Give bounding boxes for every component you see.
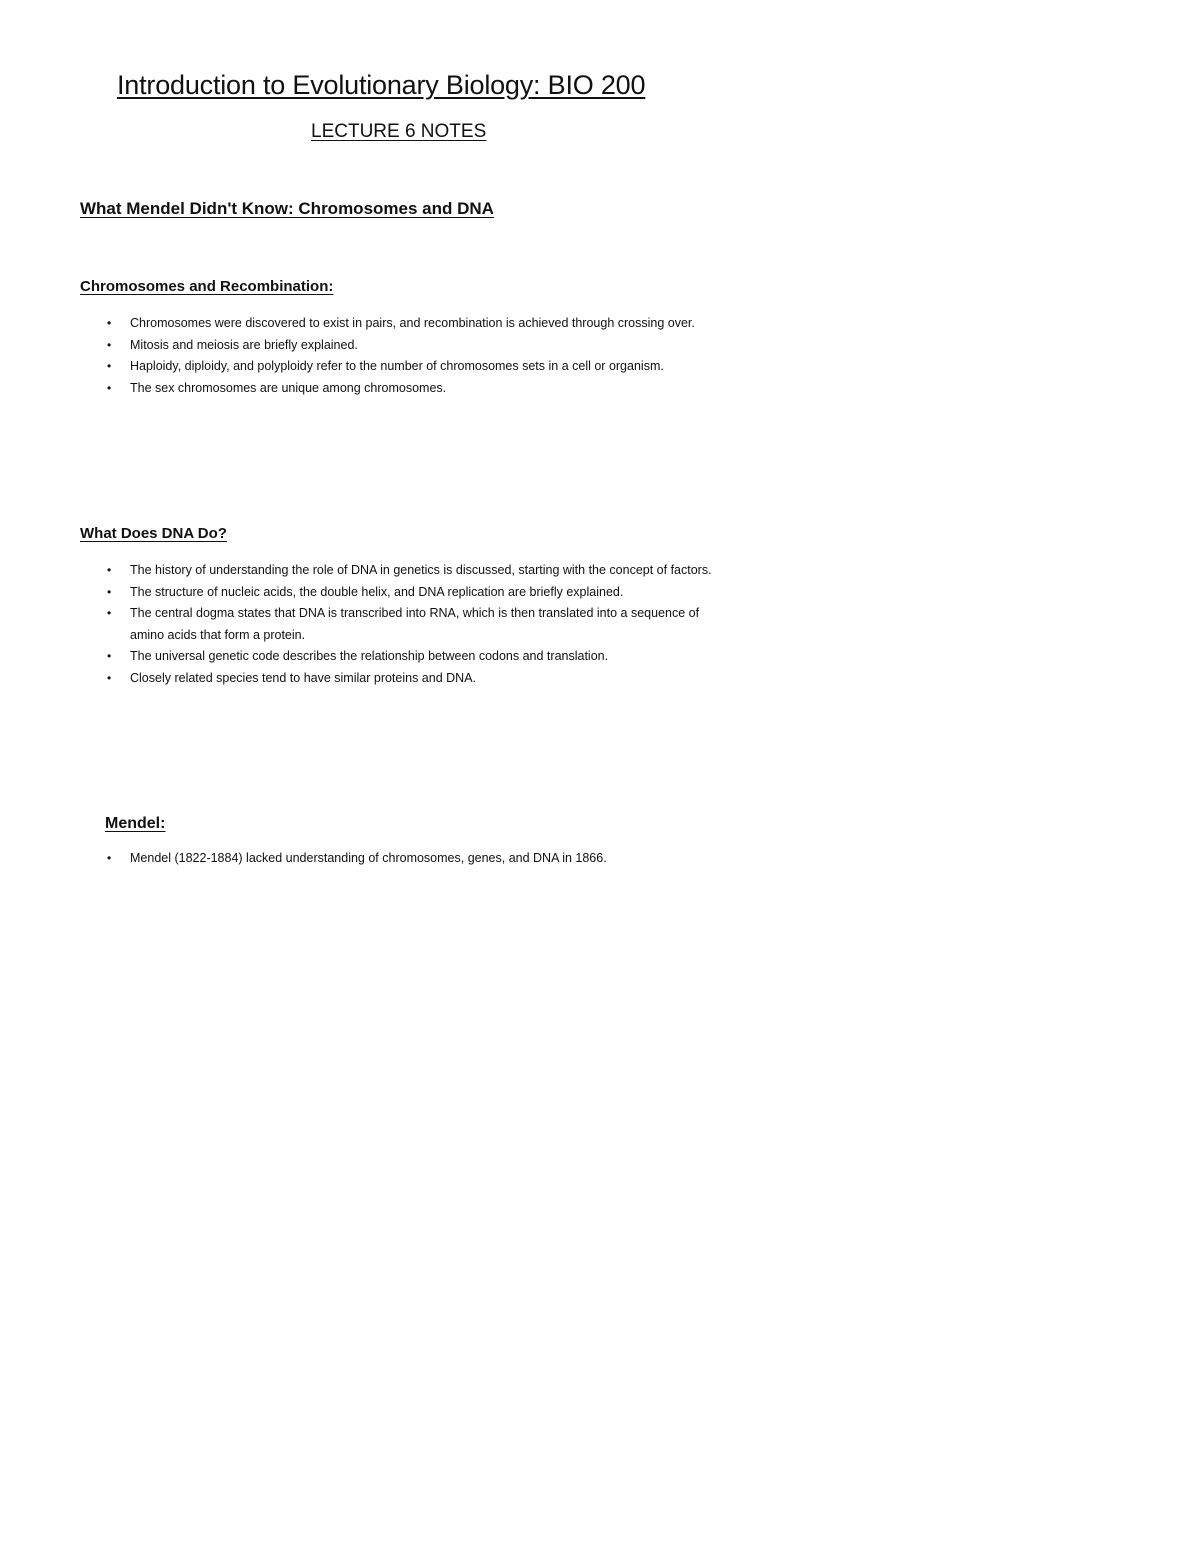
bullet-icon: • (107, 359, 112, 373)
bullet-icon: • (107, 670, 112, 685)
list-item-text: The structure of nucleic acids, the double helix, and DNA replication are briefly explained. (130, 584, 624, 599)
list-item (105, 335, 730, 357)
list-item (105, 646, 730, 668)
list-item-text: The universal genetic code describes the relationship between codons and translation. (130, 649, 609, 663)
list-item (105, 582, 730, 604)
bullet-icon: • (107, 584, 112, 599)
list-item (105, 560, 730, 582)
bullet-icon: • (107, 337, 112, 352)
main-heading: What Mendel Didn't Know: Chromosomes and DNA (80, 199, 494, 218)
list-item-text: Mitosis and meiosis are briefly explained. (130, 337, 358, 352)
bullet-list-dna (105, 560, 730, 689)
list-item (105, 378, 730, 400)
list-item (105, 356, 730, 378)
list-item-text: The history of understanding the role of DNA in genetics is discussed, starting with the concept of factors. (130, 563, 712, 577)
list-item (105, 313, 730, 335)
list-item (105, 848, 730, 870)
section-heading-chromosomes: Chromosomes and Recombination: (80, 278, 334, 295)
bullet-icon: • (107, 563, 112, 577)
bullet-list-mendel (105, 848, 730, 870)
bullet-icon: • (107, 649, 112, 663)
lecture-subtitle: LECTURE 6 NOTES (311, 121, 487, 142)
section-heading-dna: What Does DNA Do? (80, 525, 227, 542)
list-item-text: The sex chromosomes are unique among chromosomes. (130, 380, 447, 395)
list-item (105, 668, 730, 690)
list-item-text: Closely related species tend to have similar proteins and DNA. (130, 670, 477, 685)
bullet-icon: • (107, 380, 112, 395)
list-item (105, 603, 730, 646)
section-heading-mendel: Mendel: (105, 815, 166, 832)
bullet-icon: • (107, 606, 112, 620)
bullet-list-chromosomes (105, 313, 730, 399)
bullet-icon: • (107, 316, 112, 330)
bullet-icon: • (107, 851, 112, 865)
list-item-text: Chromosomes were discovered to exist in pairs, and recombination is achieved through crossing over. (130, 316, 695, 330)
document-title: Introduction to Evolutionary Biology: BIO 200 (117, 70, 646, 100)
list-item-text: Haploidy, diploidy, and polyploidy refer to the number of chromosomes sets in a cell or organism. (130, 359, 664, 373)
list-item-text: The central dogma states that DNA is transcribed into RNA, which is then translated into a sequence of amino acids that form a protein. (130, 606, 700, 642)
list-item-text: Mendel (1822-1884) lacked understanding of chromosomes, genes, and DNA in 1866. (130, 851, 607, 865)
